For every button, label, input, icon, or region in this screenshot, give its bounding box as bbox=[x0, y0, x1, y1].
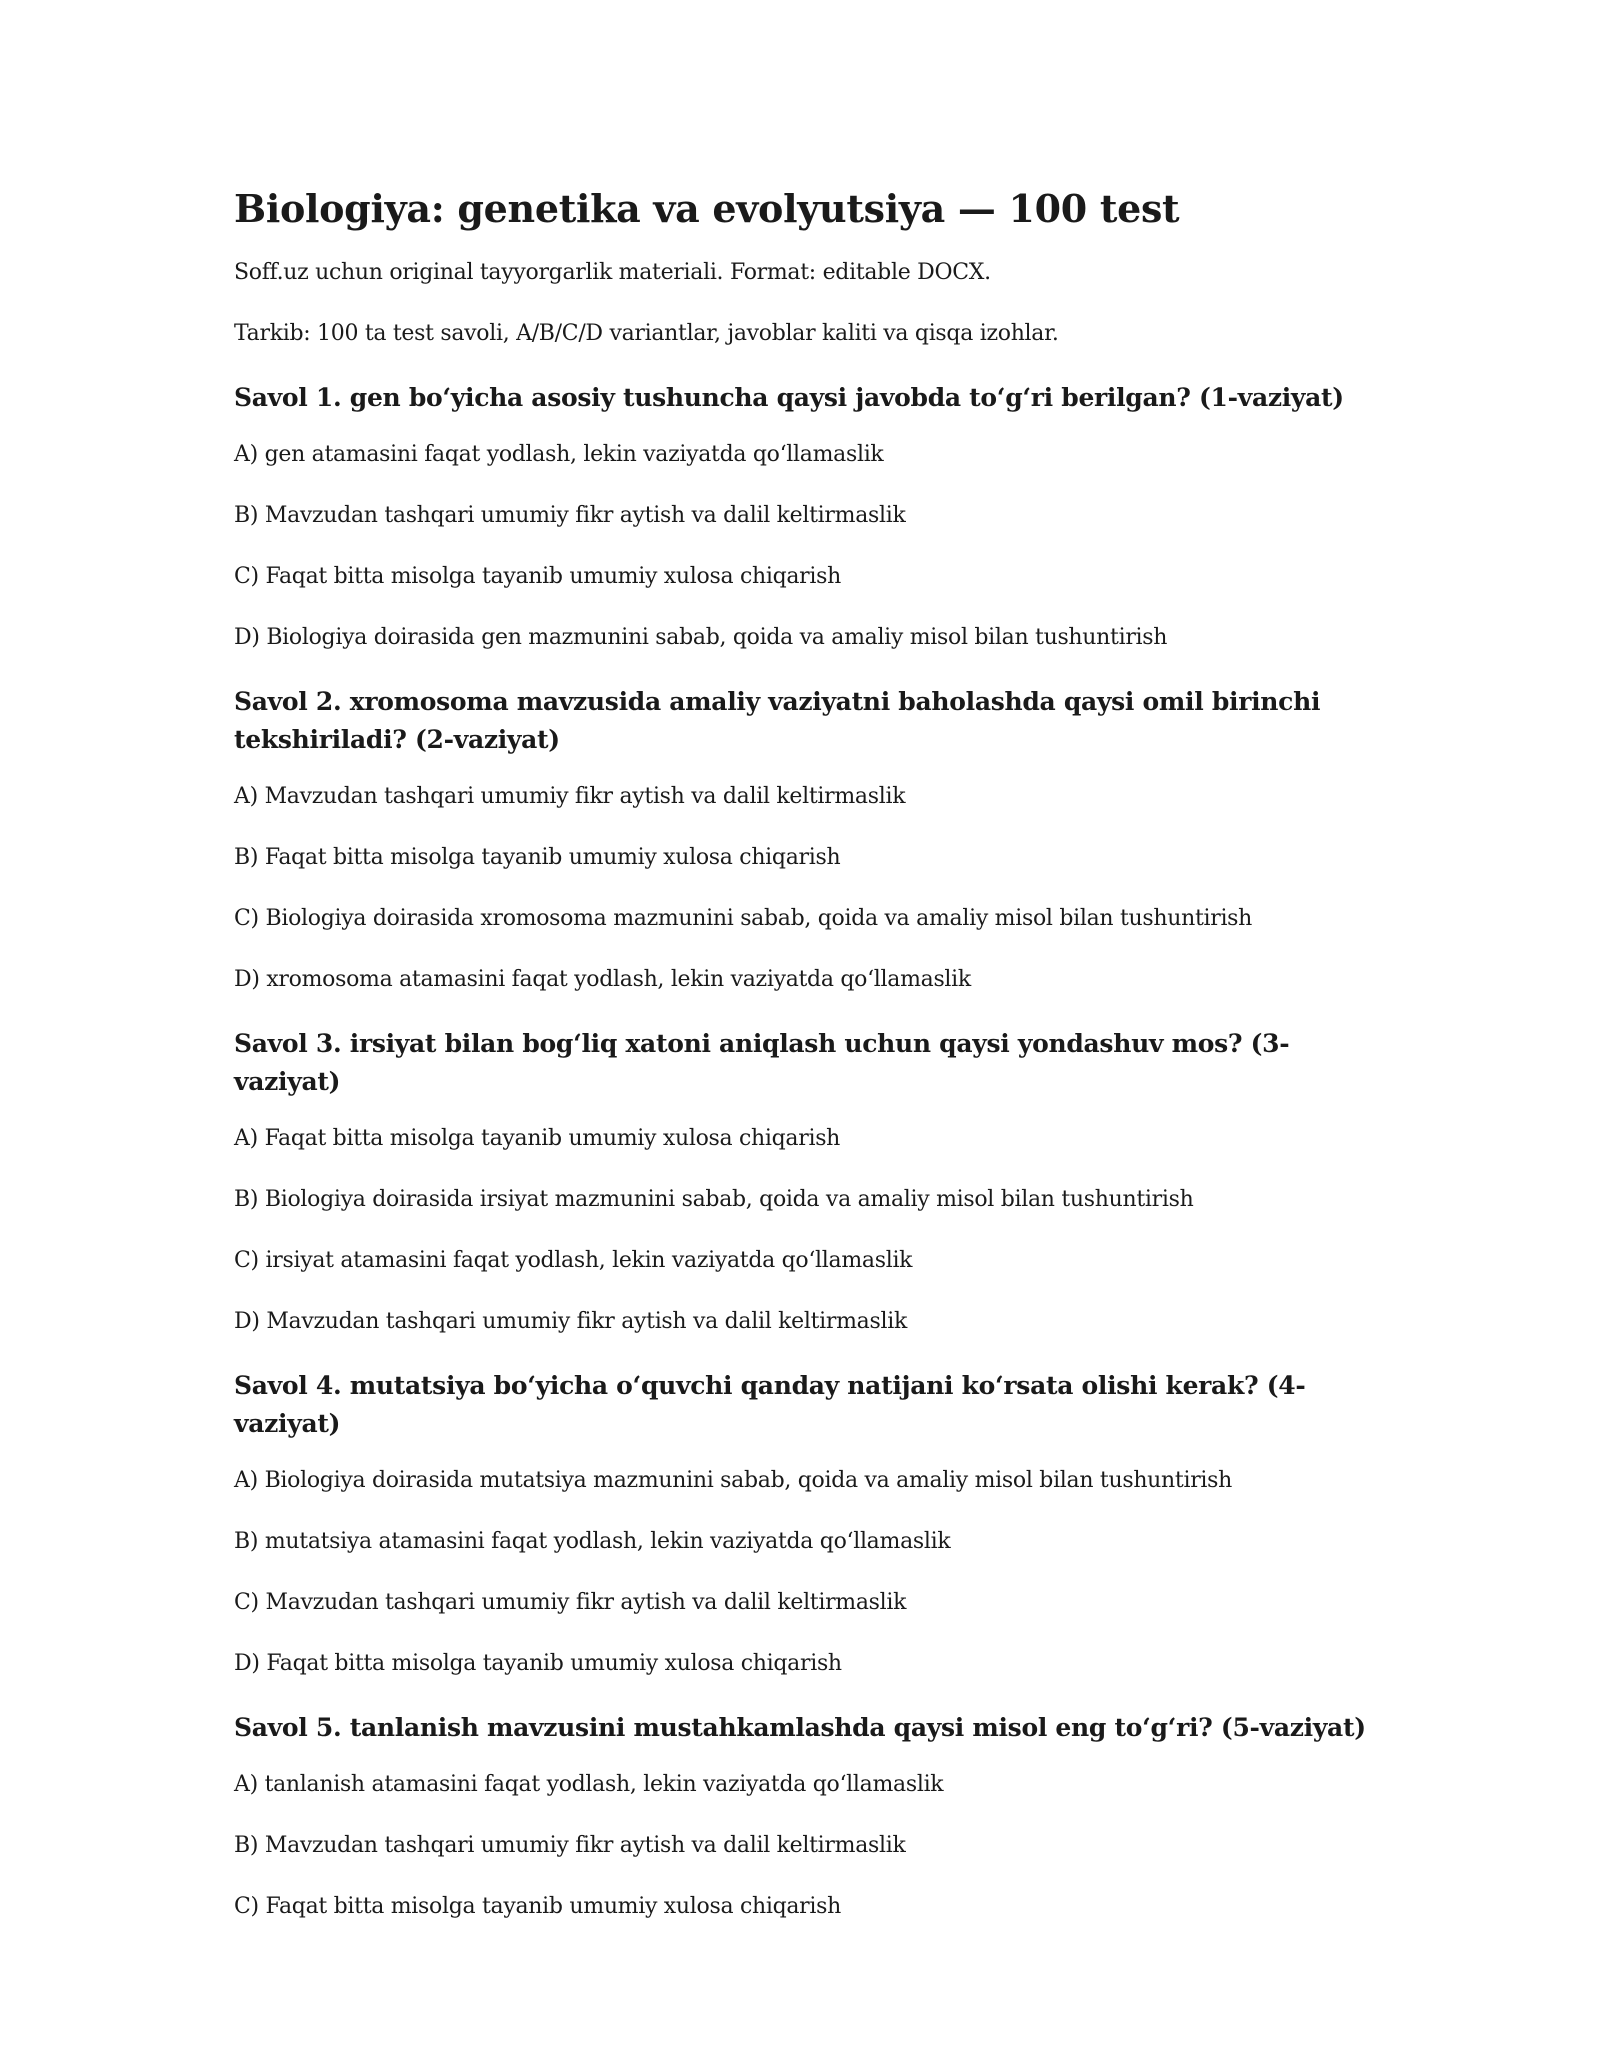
answer-option: C) Faqat bitta misolga tayanib umumiy xulosa chiqarish bbox=[234, 1894, 841, 1919]
question-block bbox=[234, 1025, 1384, 1338]
question-block bbox=[234, 1709, 1384, 1923]
answer-option: C) Faqat bitta misolga tayanib umumiy xulosa chiqarish bbox=[234, 564, 841, 589]
answer-option: B) Faqat bitta misolga tayanib umumiy xulosa chiqarish bbox=[234, 845, 841, 870]
question-text: Savol 4. mutatsiya bo‘yicha o‘quvchi qanday natijani ko‘rsata olishi kerak? (4-vaziyat) bbox=[234, 1371, 1306, 1438]
answer-option: D) Mavzudan tashqari umumiy fikr aytish va dalil keltirmaslik bbox=[234, 1309, 907, 1334]
answer-option: C) Biologiya doirasida xromosoma mazmunini sabab, qoida va amaliy misol bilan tushuntirish bbox=[234, 906, 1253, 931]
answer-option: B) mutatsiya atamasini faqat yodlash, lekin vaziyatda qo‘llamaslik bbox=[234, 1529, 951, 1554]
answer-option: B) Mavzudan tashqari umumiy fikr aytish va dalil keltirmaslik bbox=[234, 503, 906, 528]
question-block bbox=[234, 1367, 1384, 1680]
document-page bbox=[234, 185, 1384, 1952]
answer-option: D) Biologiya doirasida gen mazmunini sabab, qoida va amaliy misol bilan tushuntirish bbox=[234, 625, 1168, 650]
answer-option: A) Faqat bitta misolga tayanib umumiy xulosa chiqarish bbox=[234, 1126, 841, 1151]
document-title: Biologiya: genetika va evolyutsiya — 100 test bbox=[234, 186, 1180, 231]
answer-option: D) xromosoma atamasini faqat yodlash, lekin vaziyatda qo‘llamaslik bbox=[234, 967, 971, 992]
answer-option: B) Biologiya doirasida irsiyat mazmunini sabab, qoida va amaliy misol bilan tushuntirish bbox=[234, 1187, 1194, 1212]
answer-option: B) Mavzudan tashqari umumiy fikr aytish va dalil keltirmaslik bbox=[234, 1833, 906, 1858]
question-text: Savol 3. irsiyat bilan bog‘liq xatoni aniqlash uchun qaysi yondashuv mos? (3-vaziyat) bbox=[234, 1029, 1290, 1096]
question-block bbox=[234, 683, 1384, 996]
answer-option: C) Mavzudan tashqari umumiy fikr aytish va dalil keltirmaslik bbox=[234, 1590, 907, 1615]
intro-paragraph: Tarkib: 100 ta test savoli, A/B/C/D variantlar, javoblar kaliti va qisqa izohlar. bbox=[234, 321, 1059, 346]
answer-option: A) tanlanish atamasini faqat yodlash, lekin vaziyatda qo‘llamaslik bbox=[234, 1772, 944, 1797]
answer-option: D) Faqat bitta misolga tayanib umumiy xulosa chiqarish bbox=[234, 1651, 842, 1676]
question-text: Savol 5. tanlanish mavzusini mustahkamlashda qaysi misol eng to‘g‘ri? (5-vaziyat) bbox=[234, 1713, 1366, 1742]
answer-option: C) irsiyat atamasini faqat yodlash, lekin vaziyatda qo‘llamaslik bbox=[234, 1248, 913, 1273]
question-text: Savol 1. gen bo‘yicha asosiy tushuncha qaysi javobda to‘g‘ri berilgan? (1-vaziyat) bbox=[234, 383, 1344, 412]
answer-option: A) gen atamasini faqat yodlash, lekin vaziyatda qo‘llamaslik bbox=[234, 442, 884, 467]
answer-option: A) Mavzudan tashqari umumiy fikr aytish va dalil keltirmaslik bbox=[234, 784, 906, 809]
question-text: Savol 2. xromosoma mavzusida amaliy vaziyatni baholashda qaysi omil birinchi tekshiriladi? (2-vaziyat) bbox=[234, 687, 1321, 754]
question-block bbox=[234, 379, 1384, 654]
answer-option: A) Biologiya doirasida mutatsiya mazmunini sabab, qoida va amaliy misol bilan tushuntirish bbox=[234, 1468, 1233, 1493]
intro-paragraph: Soff.uz uchun original tayyorgarlik materiali. Format: editable DOCX. bbox=[234, 260, 991, 285]
